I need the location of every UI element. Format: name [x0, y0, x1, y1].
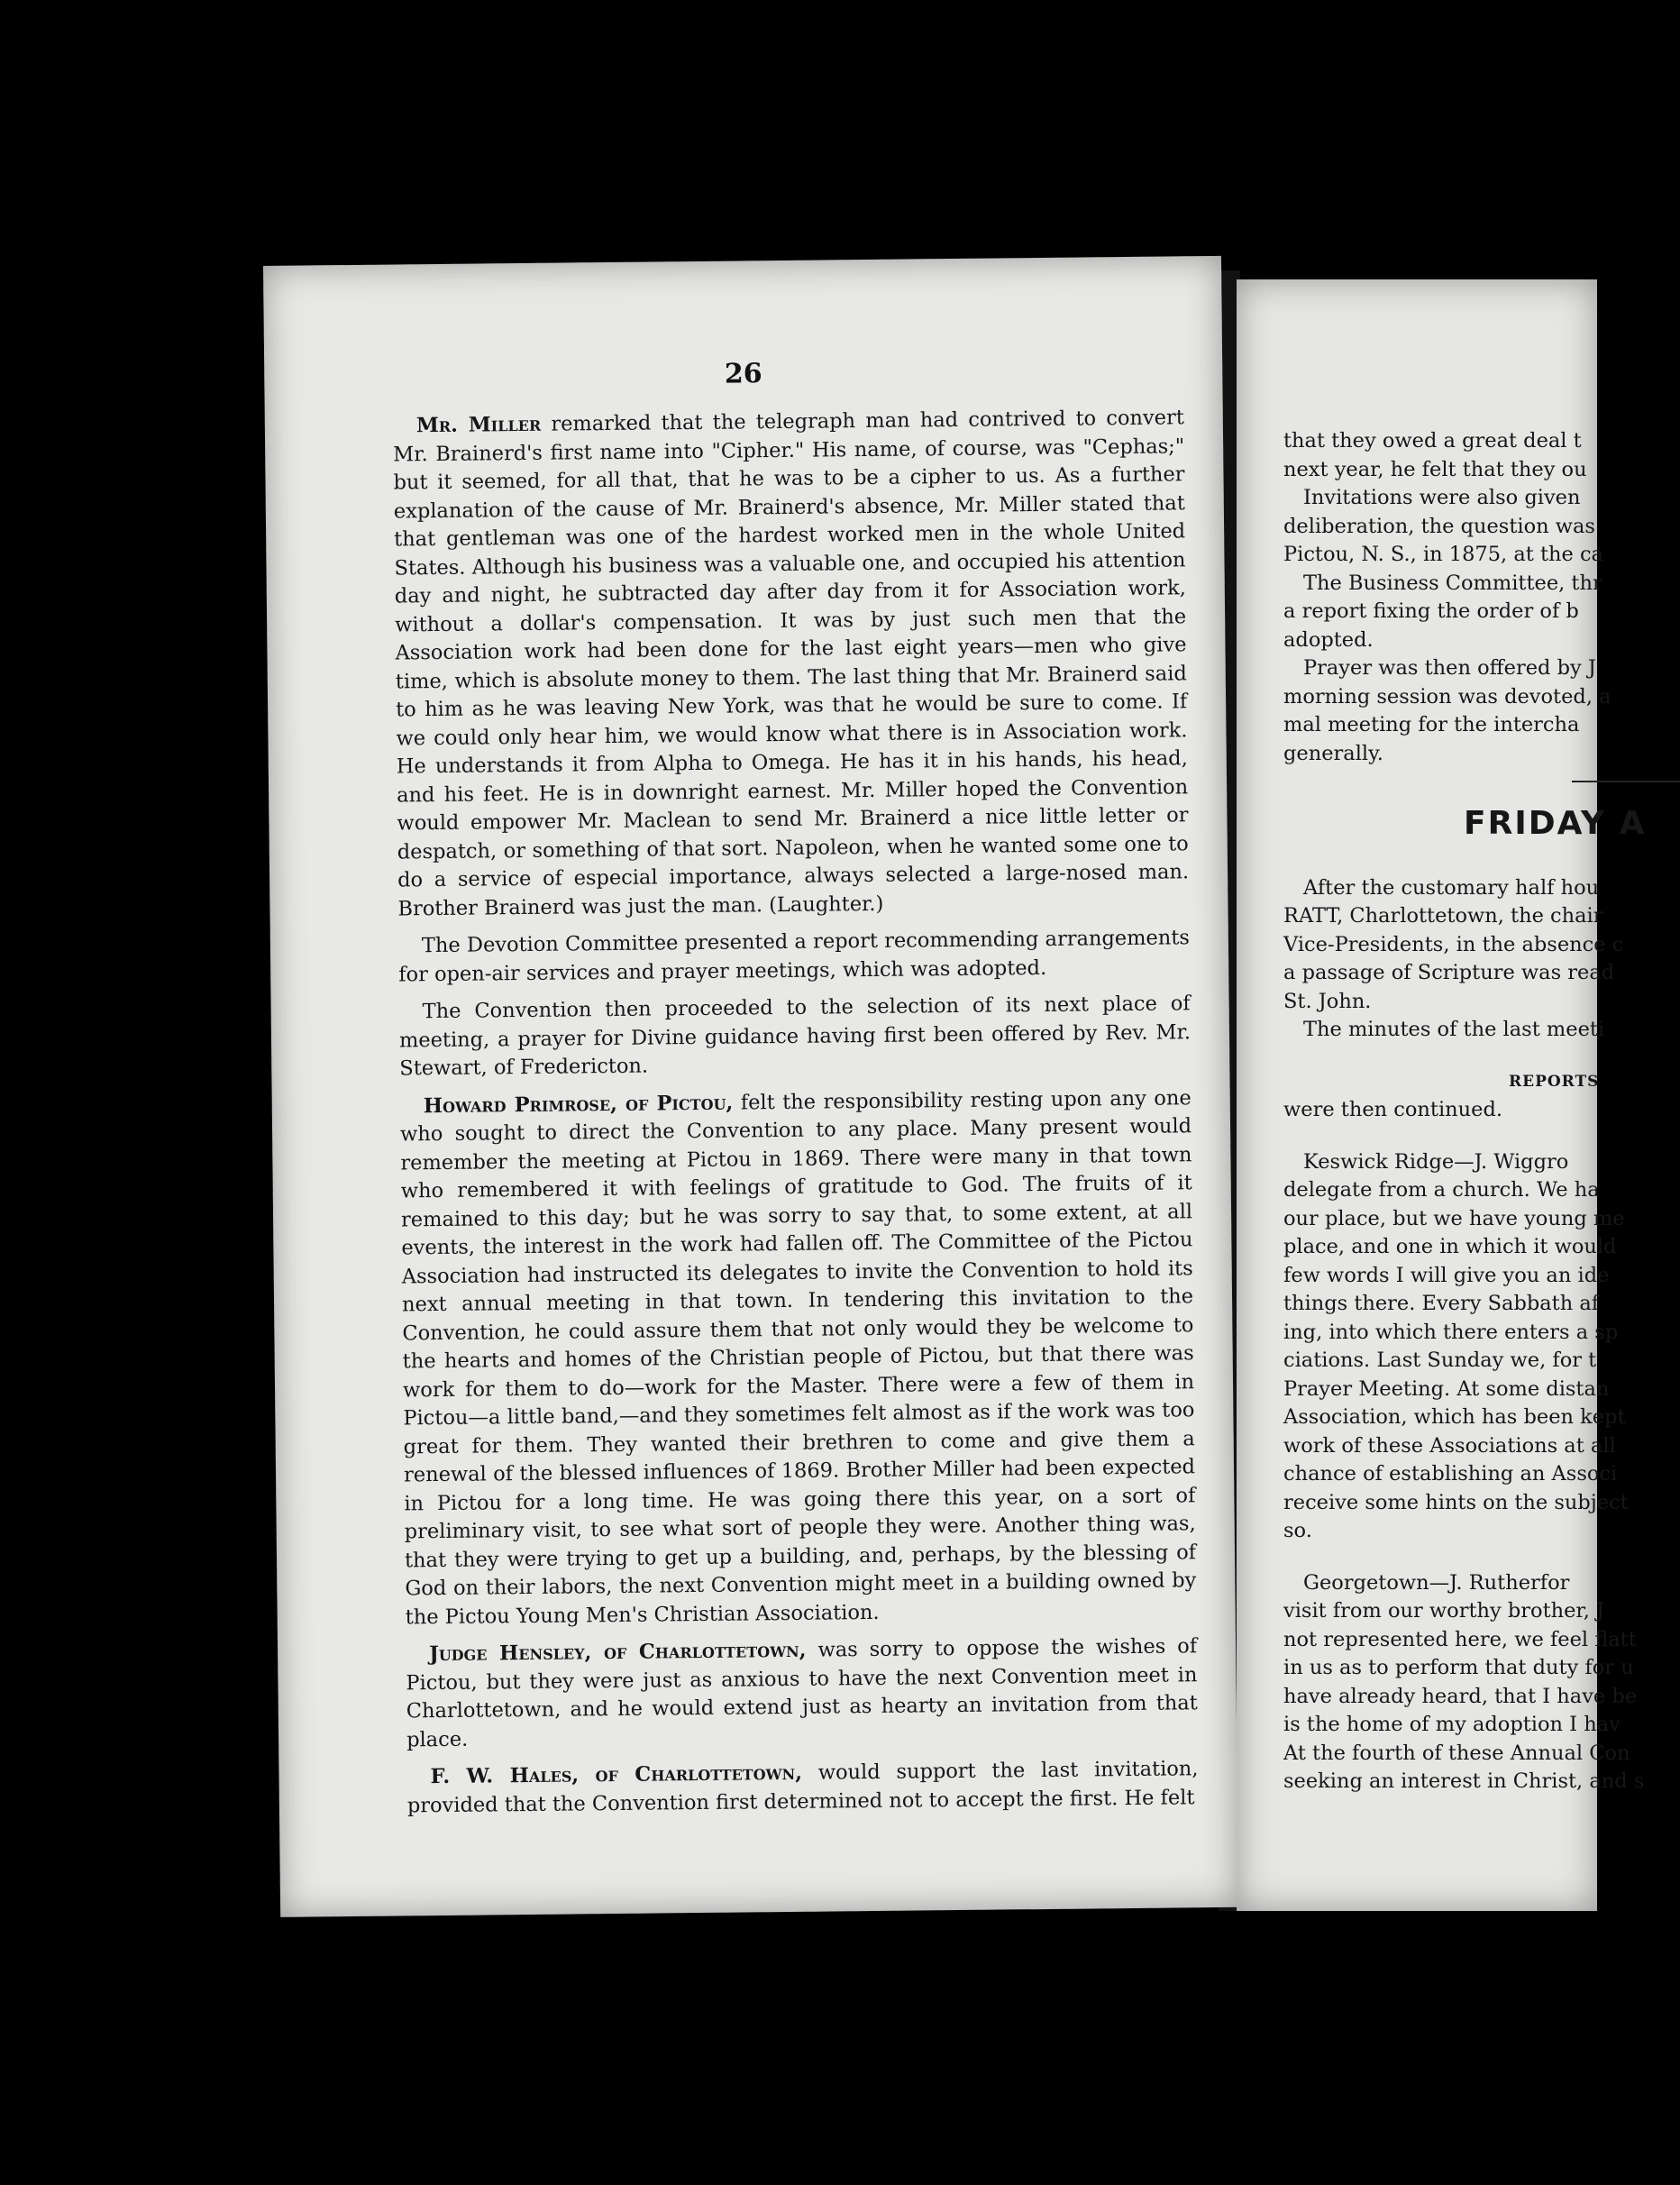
text-line: Prayer Meeting. At some distan: [1283, 1376, 1610, 1401]
left-page: [263, 256, 1238, 1917]
text-line: The minutes of the last meeti: [1303, 1018, 1605, 1041]
text-line: Invitations were also given: [1303, 486, 1581, 509]
text-line: Pictou, N. S., in 1875, at the ca: [1283, 543, 1603, 566]
text-line: ing, into which there enters a sp: [1283, 1320, 1619, 1344]
text-line: adopted.: [1283, 627, 1374, 652]
speaker-name: Howard Primrose, of Pictou,: [423, 1091, 734, 1118]
text-line: deliberation, the question was: [1283, 514, 1595, 538]
text-line: is the home of my adoption I hav: [1283, 1713, 1621, 1736]
text-line: delegate from a church. We ha: [1283, 1178, 1600, 1202]
text-line: ciations. Last Sunday we, for t: [1283, 1348, 1597, 1372]
text-line: mal meeting for the intercha: [1283, 713, 1580, 736]
paragraph-hales: [406, 1755, 1199, 1820]
left-text-column: [393, 404, 1199, 1829]
text-line: Vice-Presidents, in the absence c: [1283, 932, 1624, 956]
text-line: seeking an interest in Christ, and s: [1283, 1769, 1645, 1793]
text-line: place, and one in which it would: [1283, 1235, 1617, 1258]
text-line: morning session was devoted, a: [1283, 684, 1612, 709]
paragraph-text: The Convention then proceeded to the selection of its next place of meeting, a prayer for Divine guidance having first been offered by Rev. Mr. Stewart, of Fredericton.: [398, 992, 1192, 1081]
paragraph-hensley: [406, 1632, 1198, 1754]
text-line: After the customary half hou: [1303, 875, 1600, 900]
text-line: not represented here, we feel flatt: [1283, 1627, 1637, 1651]
text-line: our place, but we have young me: [1283, 1206, 1625, 1230]
text-line: in us as to perform that duty for u: [1283, 1656, 1634, 1679]
section-heading: FRIDAY A: [1464, 805, 1647, 842]
speaker-name: Judge Hensley, of Charlottetown,: [429, 1638, 807, 1667]
paragraph-miller: [393, 404, 1190, 923]
text-line: St. John.: [1283, 989, 1372, 1013]
speaker-name: F. W. Hales, of Charlottetown,: [430, 1760, 803, 1789]
text-line: few words I will give you an ide: [1283, 1263, 1610, 1287]
text-line: next year, he felt that they ou: [1283, 457, 1587, 481]
text-line: have already heard, that I have be: [1283, 1684, 1638, 1708]
paragraph-text: remarked that the telegraph man had contrived to convert Mr. Brainerd's first name into "Cipher." His name, of course, was "Cephas;" but it seemed, for all that, that he was to be a cipher to us. As a further explanation of the cause of Mr. Brainerd's absence, Mr. Miller stated that that gentleman was one of the hardest worked men in the whole United States. Although his business was a valuable one, and occupied his attention day and night, he subtracted day after day from it for Association work, without a dollar's compensation. It was by just such men that the Association work had been done for the last eight years—men who give time, which is absolute money to them. The last thing that Mr. Brainerd said to him as he was leaving New York, was that he would be sure to come. If we could only hear him, we would know what there is in Association work. He understands it from Alpha to Omega. He has it in his hands, his head, and his feet. He is in downright earnest. Mr. Miller hoped the Convention would empower Mr. Maclean to send Mr. Brainerd a nice little letter or despatch, or something of that sort. Napoleon, when he wanted some one to do a service of especial importance, always selected a large-nosed man. Brother Brainerd was just the man. (Laughter.): [393, 406, 1190, 920]
paragraph-text: The Devotion Committee presented a report recommending arrangements for open-air services and prayer meetings, which was adopted.: [398, 926, 1190, 986]
text-line: were then continued.: [1283, 1098, 1503, 1121]
speaker-name: Mr. Miller: [415, 412, 542, 438]
text-line: receive some hints on the subject: [1283, 1490, 1629, 1514]
text-line: that they owed a great deal t: [1283, 429, 1582, 453]
text-line: generally.: [1283, 741, 1383, 765]
paragraph-text: felt the responsibility resting upon any one who sought to direct the Convention to any place. Many present would remember the meeting at Pictou in 1869. There were many in that town who remembered it with feelings of gratitude to God. The fruits of it remained to this day; but he was sorry to say that, to some extent, at all events, the interest in the work had fallen off. The Committee of the Pictou Association had instructed its delegates to invite the Convention to hold its next annual meeting in that town. In tendering this invitation to the Convention, he could assure them that not only would they be welcome to the hearts and homes of the Christian people of Pictou, but that there was work for them to do—work for the Master. There were a few of them in Pictou—a little band,—and they sometimes felt almost as if the work was too great for them. They wanted their brethren to come and give them a renewal of the blessed influences of 1869. Brother Miller had been expected in Pictou for a long time. He was going there this year, on a sort of preliminary visit, to see what sort of people they were. Another thing was, that they were trying to get up a building, and, perhaps, by the blessing of God on their labors, the next Convention might meet in a building owned by the Pictou Young Men's Christian Association.: [399, 1085, 1197, 1629]
text-line: Prayer was then offered by J: [1303, 656, 1596, 680]
paragraph-devotion: [398, 924, 1191, 989]
paragraph-selection: [399, 990, 1192, 1083]
right-text-column: [1283, 427, 1662, 1796]
section-divider: [1572, 781, 1680, 782]
reports-heading: REPORTS: [1509, 1072, 1600, 1091]
paragraph-text: was sorry to oppose the wishes of Pictou, but they were just as anxious to have the next Convention meet in Charlottetown, and he would extend just as hearty an invitation from that place.: [406, 1634, 1198, 1751]
text-line: so.: [1283, 1519, 1312, 1542]
right-page: [1237, 279, 1647, 1911]
paragraph-text: would support the last invitation, provided that the Convention first determined not to accept the first. He felt: [406, 1757, 1199, 1817]
text-line: things there. Every Sabbath af: [1283, 1292, 1600, 1315]
paragraph-primrose: [400, 1084, 1197, 1632]
text-line: chance of establishing an Associ: [1283, 1462, 1618, 1486]
text-line: work of these Associations at all: [1283, 1433, 1616, 1458]
text-line: Association, which has been kept: [1283, 1405, 1626, 1429]
text-line: visit from our worthy brother, J: [1283, 1599, 1605, 1623]
text-line: Georgetown—J. Rutherfor: [1303, 1570, 1570, 1595]
text-line: a report fixing the order of b: [1283, 599, 1579, 623]
text-line: a passage of Scripture was read: [1283, 961, 1615, 984]
text-line: The Business Committee, thr: [1303, 571, 1602, 595]
text-line: At the fourth of these Annual Con: [1283, 1741, 1630, 1765]
text-line: Keswick Ridge—J. Wiggro: [1303, 1149, 1569, 1174]
page-number: 26: [724, 358, 762, 390]
text-line: RATT, Charlottetown, the chair: [1283, 904, 1603, 928]
